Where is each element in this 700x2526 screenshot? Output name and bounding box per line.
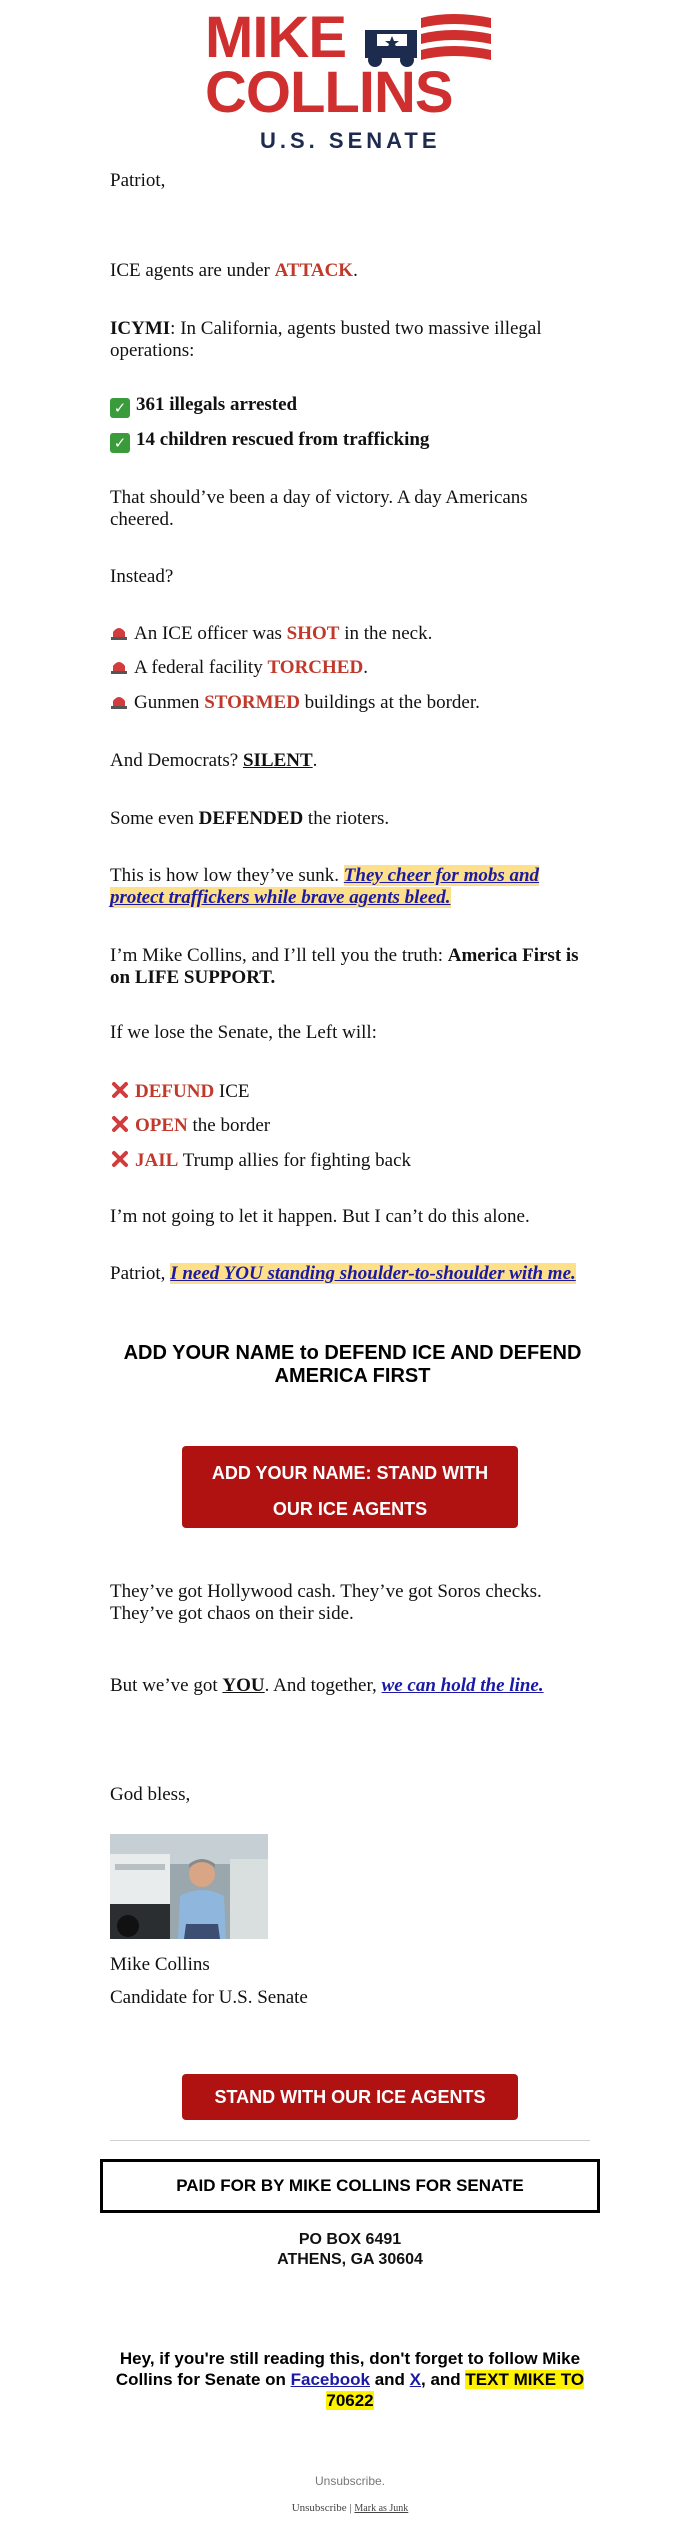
list-item: A federal facility TORCHED. <box>110 657 595 679</box>
unsubscribe-link[interactable]: Unsubscribe. <box>314 2474 386 2488</box>
campaign-logo <box>205 5 495 155</box>
x-link[interactable]: X <box>409 2370 421 2389</box>
signature-title: Candidate for U.S. Senate <box>110 1987 308 2008</box>
text-mike-highlight: TEXT MIKE TO 70622 <box>326 2370 585 2410</box>
add-your-name-button[interactable]: ADD YOUR NAME: STAND WITH OUR ICE AGENTS <box>182 1446 518 1528</box>
shoulder-to-shoulder-link[interactable]: I need YOU standing shoulder-to-shoulder with me. <box>170 1263 576 1284</box>
paid-for-box: PAID FOR BY MIKE COLLINS FOR SENATE <box>100 2159 600 2213</box>
siren-icon <box>110 695 128 709</box>
cross-mark-icon <box>110 1080 130 1100</box>
check-icon: ✓ <box>110 433 130 453</box>
signature-name: Mike Collins <box>110 1954 210 1975</box>
hold-the-line-link[interactable]: we can hold the line. <box>381 1675 544 1696</box>
list-item: ✓ 14 children rescued from trafficking <box>110 429 595 453</box>
address-line-2: ATHENS, GA 30604 <box>277 2251 423 2268</box>
logo-mike: MIKE <box>205 5 346 70</box>
list-item: DEFUND ICE <box>110 1080 595 1103</box>
logo-subtitle: U.S. SENATE <box>260 128 441 153</box>
cross-mark-icon <box>110 1149 130 1169</box>
divider <box>110 2140 590 2141</box>
siren-icon <box>110 660 128 674</box>
paragraph-alone: I’m not going to let it happen. But I can’t do this alone. <box>110 1206 530 1227</box>
cross-mark-icon <box>110 1114 130 1134</box>
headline: ADD YOUR NAME to DEFEND ICE AND DEFEND AMERICA FIRST <box>123 1342 582 1387</box>
follow-note: Hey, if you're still reading this, don't forget to follow Mike Collins for Senate on Facebook and X, and TEXT MIKE TO 70622 <box>115 2349 585 2410</box>
greeting: Patriot, <box>110 170 166 191</box>
facebook-link[interactable]: Facebook <box>290 2370 370 2389</box>
siren-icon <box>110 626 128 640</box>
check-icon: ✓ <box>110 398 130 418</box>
paragraph-truth: I’m Mike Collins, and I’ll tell you the truth: America First is on LIFE SUPPORT. <box>110 945 579 988</box>
list-item: JAIL Trump allies for fighting back <box>110 1149 595 1172</box>
paragraph-instead: Instead? <box>110 566 174 587</box>
stand-with-ice-button[interactable]: STAND WITH OUR ICE AGENTS <box>182 2074 518 2120</box>
paragraph-defended: Some even DEFENDED the rioters. <box>110 808 390 829</box>
paragraph-sunk: This is how low they’ve sunk. They cheer for mobs and protect traffickers while brave agents bleed. <box>110 865 540 908</box>
paragraph-hollywood: They’ve got Hollywood cash. They’ve got Soros checks. They’ve got chaos on their side. <box>110 1581 542 1624</box>
list-item: Gunmen STORMED buildings at the border. <box>110 692 595 714</box>
list-item: An ICE officer was SHOT in the neck. <box>110 623 595 645</box>
paragraph-silent: And Democrats? SILENT. <box>110 750 318 771</box>
cheer-for-mobs-link[interactable]: They cheer for mobs and protect traffickers while brave agents bleed. <box>110 865 540 908</box>
paragraph-icymi: ICYMI: In California, agents busted two massive illegal operations: <box>110 318 542 361</box>
paragraph-need-you: Patriot, I need YOU standing shoulder-to-shoulder with me. <box>110 1263 576 1284</box>
signoff: God bless, <box>110 1784 191 1805</box>
unsubscribe-link-2[interactable]: Unsubscribe <box>291 2502 347 2514</box>
list-item: ✓ 361 illegals arrested <box>110 394 595 418</box>
paragraph-hold-line: But we’ve got YOU. And together, we can hold the line. <box>110 1675 544 1696</box>
candidate-photo <box>110 1834 268 1939</box>
list-item: OPEN the border <box>110 1114 595 1137</box>
mark-as-junk-link[interactable]: Mark as Junk <box>354 2503 409 2514</box>
paragraph-victory: That should’ve been a day of victory. A day Americans cheered. <box>110 487 528 530</box>
paragraph-attack: ICE agents are under ATTACK. <box>110 260 358 281</box>
logo-collins: COLLINS <box>205 60 453 125</box>
address-line-1: PO BOX 6491 <box>298 2231 402 2248</box>
footer-links: Unsubscribe | Mark as Junk <box>291 2502 409 2514</box>
paragraph-lose-senate: If we lose the Senate, the Left will: <box>110 1022 377 1043</box>
